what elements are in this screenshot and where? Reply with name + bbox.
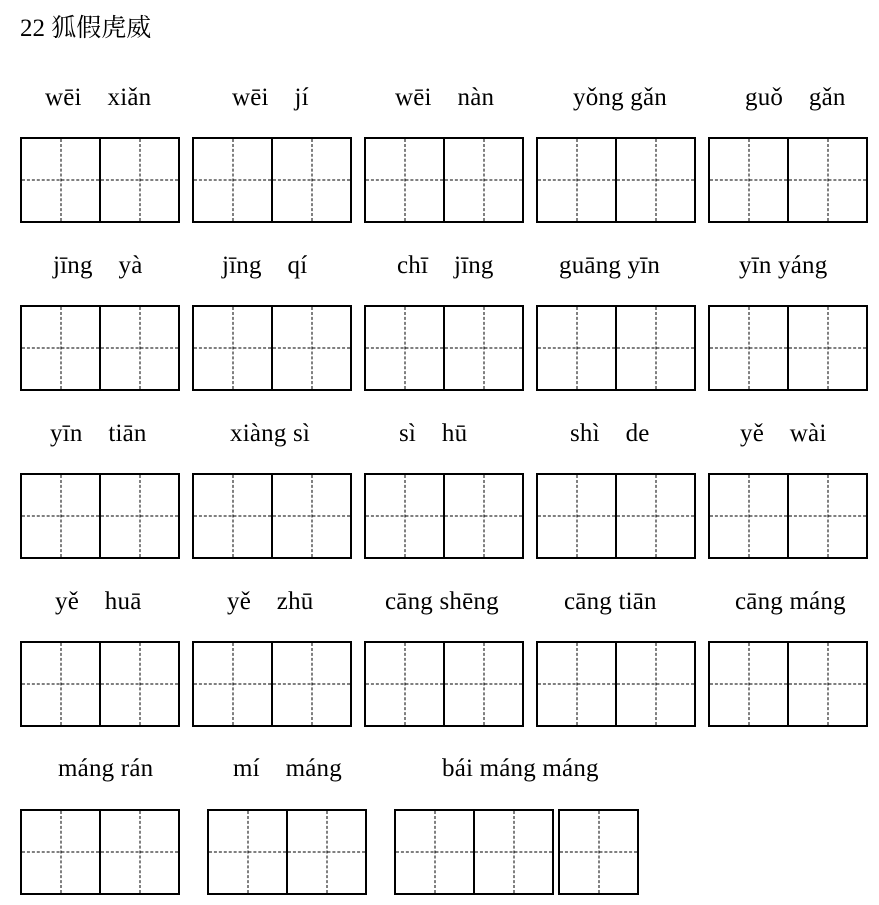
writing-cell[interactable]: [192, 305, 273, 391]
writing-cell[interactable]: [271, 137, 352, 223]
writing-grid: [20, 305, 180, 389]
pinyin-label: bái máng máng: [442, 755, 599, 782]
writing-cell[interactable]: [20, 809, 101, 895]
writing-cell[interactable]: [364, 473, 445, 559]
writing-cell[interactable]: [615, 137, 696, 223]
writing-cell[interactable]: [787, 137, 868, 223]
writing-cell[interactable]: [20, 641, 101, 727]
writing-grid: [708, 641, 868, 725]
writing-grid: [708, 137, 868, 221]
writing-grid: [192, 473, 352, 557]
pinyin-label: shì de: [570, 420, 650, 447]
writing-cell[interactable]: [787, 473, 868, 559]
pinyin-label: yīn tiān: [50, 420, 147, 447]
writing-cell[interactable]: [99, 809, 180, 895]
pinyin-label: wēi nàn: [395, 84, 495, 111]
writing-cell[interactable]: [99, 473, 180, 559]
writing-cell[interactable]: [20, 137, 101, 223]
writing-grid: [192, 305, 352, 389]
writing-grid: [20, 473, 180, 557]
writing-grid: [20, 137, 180, 221]
writing-grid: [364, 641, 524, 725]
pinyin-label: sì hū: [399, 420, 468, 447]
writing-grid: [708, 305, 868, 389]
pinyin-label: wēi jí: [232, 84, 309, 111]
pinyin-label: guǒ gǎn: [745, 84, 846, 111]
pinyin-label: cāng máng: [735, 588, 846, 615]
writing-cell[interactable]: [558, 809, 639, 895]
writing-cell[interactable]: [192, 137, 273, 223]
writing-cell[interactable]: [708, 473, 789, 559]
writing-cell[interactable]: [443, 305, 524, 391]
writing-grid: [394, 809, 639, 893]
writing-cell[interactable]: [536, 137, 617, 223]
pinyin-label: yīn yáng: [739, 252, 828, 279]
writing-cell[interactable]: [207, 809, 288, 895]
pinyin-label: jīng qí: [222, 252, 308, 279]
writing-cell[interactable]: [536, 641, 617, 727]
writing-cell[interactable]: [271, 641, 352, 727]
writing-cell[interactable]: [443, 473, 524, 559]
writing-cell[interactable]: [286, 809, 367, 895]
writing-cell[interactable]: [99, 137, 180, 223]
writing-grid: [20, 641, 180, 725]
pinyin-label: cāng tiān: [564, 588, 657, 615]
writing-cell[interactable]: [394, 809, 475, 895]
writing-grid: [207, 809, 367, 893]
pinyin-label: yě wài: [740, 420, 827, 447]
pinyin-label: jīng yà: [53, 252, 143, 279]
lesson-title: 22 狐假虎威: [20, 15, 152, 42]
writing-grid: [536, 305, 696, 389]
writing-grid: [192, 641, 352, 725]
pinyin-label: guāng yīn: [559, 252, 661, 279]
writing-cell[interactable]: [708, 641, 789, 727]
writing-grid: [364, 137, 524, 221]
writing-cell[interactable]: [787, 305, 868, 391]
writing-cell[interactable]: [615, 473, 696, 559]
pinyin-label: yě zhū: [227, 588, 314, 615]
writing-grid: [364, 473, 524, 557]
writing-grid: [708, 473, 868, 557]
writing-cell[interactable]: [99, 305, 180, 391]
writing-cell[interactable]: [708, 305, 789, 391]
writing-cell[interactable]: [473, 809, 554, 895]
writing-cell[interactable]: [192, 473, 273, 559]
pinyin-label: xiàng sì: [230, 420, 311, 447]
pinyin-label: mí máng: [233, 755, 342, 782]
writing-cell[interactable]: [536, 305, 617, 391]
writing-cell[interactable]: [615, 305, 696, 391]
writing-cell[interactable]: [271, 473, 352, 559]
writing-cell[interactable]: [536, 473, 617, 559]
writing-grid: [536, 641, 696, 725]
writing-cell[interactable]: [364, 137, 445, 223]
writing-cell[interactable]: [20, 473, 101, 559]
writing-cell[interactable]: [443, 641, 524, 727]
writing-grid: [536, 137, 696, 221]
pinyin-label: máng rán: [58, 755, 154, 782]
writing-cell[interactable]: [192, 641, 273, 727]
writing-grid: [192, 137, 352, 221]
writing-cell[interactable]: [364, 305, 445, 391]
pinyin-label: yǒng gǎn: [573, 84, 667, 111]
writing-cell[interactable]: [364, 641, 445, 727]
pinyin-label: chī jīng: [397, 252, 494, 279]
pinyin-label: cāng shēng: [385, 588, 499, 615]
writing-grid: [20, 809, 180, 893]
writing-cell[interactable]: [708, 137, 789, 223]
writing-grid: [364, 305, 524, 389]
writing-cell[interactable]: [615, 641, 696, 727]
pinyin-label: yě huā: [55, 588, 142, 615]
writing-grid: [536, 473, 696, 557]
writing-cell[interactable]: [271, 305, 352, 391]
writing-cell[interactable]: [443, 137, 524, 223]
writing-cell[interactable]: [20, 305, 101, 391]
writing-cell[interactable]: [787, 641, 868, 727]
writing-cell[interactable]: [99, 641, 180, 727]
pinyin-label: wēi xiǎn: [45, 84, 152, 111]
